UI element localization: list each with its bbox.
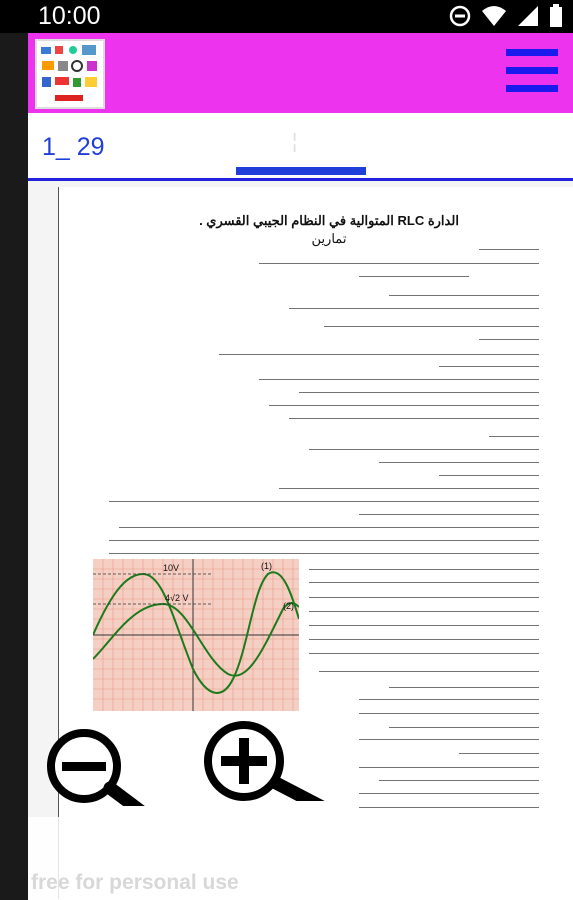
text-line	[439, 366, 539, 367]
text-line	[359, 739, 539, 740]
chart-label-10v: 10V	[163, 563, 180, 573]
zoom-in-icon[interactable]	[186, 721, 346, 801]
text-line	[309, 653, 539, 654]
text-line	[119, 527, 539, 528]
chart-label-curve2: (2)	[283, 601, 294, 611]
minus-circle-icon	[449, 5, 471, 27]
status-bar	[0, 0, 573, 33]
text-line	[489, 436, 539, 437]
oscillogram-figure	[93, 559, 299, 711]
text-line	[359, 699, 539, 700]
document-subtitle: تمارين	[311, 231, 347, 246]
text-line	[109, 540, 539, 541]
status-time: 10:00	[38, 2, 101, 30]
text-line	[389, 687, 539, 688]
oscillogram-grid	[93, 559, 299, 711]
text-line	[279, 488, 539, 489]
text-line	[479, 249, 539, 250]
text-line	[289, 308, 539, 309]
text-line	[109, 553, 539, 554]
text-line	[379, 780, 539, 781]
text-line	[309, 639, 539, 640]
tab-bar	[28, 113, 573, 181]
text-line	[219, 354, 539, 355]
text-line	[389, 295, 539, 296]
left-edge	[0, 33, 28, 900]
text-line	[269, 405, 539, 406]
text-line	[259, 379, 539, 380]
document-viewer[interactable]	[28, 181, 573, 900]
text-line	[309, 611, 539, 612]
text-line	[359, 276, 469, 277]
text-line	[324, 326, 539, 327]
hamburger-menu-icon[interactable]	[506, 49, 558, 99]
status-icons	[449, 4, 563, 28]
text-line	[299, 392, 539, 393]
text-line	[109, 501, 539, 502]
chart-label-curve1: (1)	[261, 561, 272, 571]
tab-page-label[interactable]: 1_ 29	[42, 133, 105, 161]
watermark-text: free for personal use	[31, 871, 239, 894]
text-line	[289, 418, 539, 419]
text-line	[439, 475, 539, 476]
app-logo-icon	[37, 41, 103, 107]
text-line	[319, 671, 539, 672]
text-line	[309, 625, 539, 626]
document-title: الدارة RLC المتوالية في النظام الجيبي القسري .	[199, 213, 459, 228]
text-line	[459, 753, 539, 754]
text-line	[389, 727, 539, 728]
wifi-icon	[481, 5, 507, 27]
text-line	[379, 462, 539, 463]
text-line	[259, 263, 539, 264]
app-bar	[28, 33, 573, 113]
signal-icon	[517, 5, 539, 27]
text-line	[309, 569, 539, 570]
battery-icon	[549, 4, 563, 28]
text-line	[359, 713, 539, 714]
zoom-out-icon[interactable]	[38, 726, 188, 806]
tab-ghost-icon: ¦	[292, 131, 298, 153]
tab-indicator	[236, 167, 366, 175]
text-line	[359, 767, 539, 768]
text-line	[359, 807, 539, 808]
text-line	[309, 597, 539, 598]
text-line	[309, 449, 539, 450]
app-logo[interactable]	[35, 39, 105, 109]
text-line	[309, 582, 539, 583]
text-line	[479, 339, 539, 340]
chart-label-4root2v: 4√2 V	[165, 593, 189, 603]
text-line	[359, 793, 539, 794]
text-line	[359, 514, 539, 515]
